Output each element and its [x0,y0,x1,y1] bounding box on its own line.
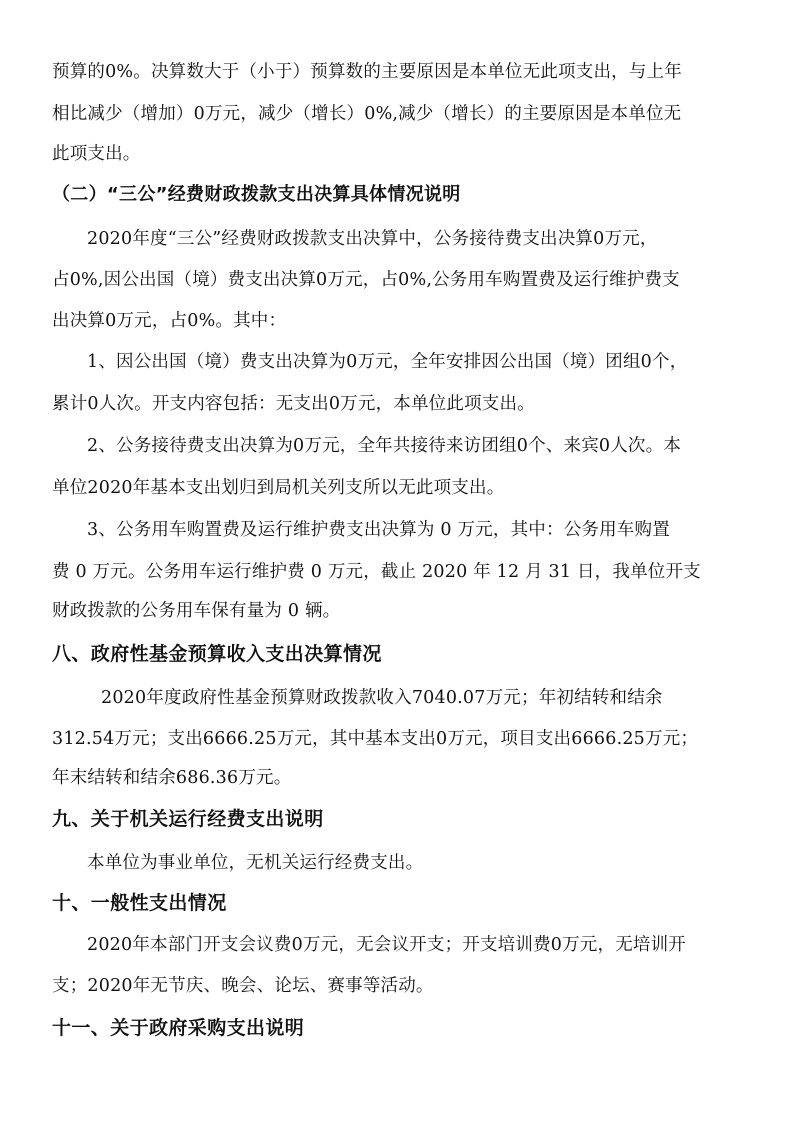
paragraph-line: 累计0人次。开支内容包括：无支出0万元，本单位此项支出。 [52,394,535,414]
paragraph-line: 本单位为事业单位，无机关运行经费支出。 [87,853,424,873]
paragraph-line: 年末结转和结余686.36万元。 [52,768,292,788]
list-item-line: 2、公务接待费支出决算为0万元，全年共接待来访团组0个、来宾0人次。本 [87,436,682,456]
paragraph-line: 2020年度“三公”经费财政拨款支出决算中，公务接待费支出决算0万元， [87,229,658,249]
section-heading-procurement: 十一、关于政府采购支出说明 [52,1017,305,1039]
paragraph-line: 312.54万元；支出6666.25万元，其中基本支出0万元，项目支出6666.25万元； [52,729,699,749]
paragraph-line: 财政拨款的公务用车保有量为 0 辆。 [52,601,341,621]
paragraph-line: 预算的0%。决算数大于（小于）预算数的主要原因是本单位无此项支出，与上年 [52,62,682,82]
paragraph-line: 出决算0万元，占0%。其中： [52,311,287,331]
paragraph-line: 单位2020年基本支出划归到局机关列支所以无此项支出。 [52,478,505,498]
paragraph-line: 相比减少（增加）0万元，减少（增长）0%,减少（增长）的主要原因是本单位无 [52,104,682,124]
section-heading-government-fund: 八、政府性基金预算收入支出决算情况 [52,643,382,665]
paragraph-line: 2020年本部门开支会议费0万元，无会议开支；开支培训费0万元，无培训开 [87,935,687,955]
paragraph-line: 支；2020年无节庆、晚会、论坛、赛事等活动。 [52,976,434,996]
paragraph-line: 2020年度政府性基金预算财政拨款收入7040.07万元；年初结转和结余 [101,688,663,708]
list-item-line: 3、公务用车购置费及运行维护费支出决算为 0 万元，其中：公务用车购置 [87,520,670,540]
paragraph-line: 费 0 万元。公务用车运行维护费 0 万元，截止 2020 年 12 月 31 日，我单位开支 [52,562,701,582]
section-heading-operating-expenses: 九、关于机关运行经费支出说明 [52,808,324,830]
paragraph-line: 此项支出。 [52,144,141,164]
section-heading-general-expenses: 十、一般性支出情况 [52,892,227,914]
paragraph-line: 占0%,因公出国（境）费支出决算0万元，占0%,公务用车购置费及运行维护费支 [52,270,680,290]
list-item-line: 1、因公出国（境）费支出决算为0万元，全年安排因公出国（境）团组0个， [87,352,688,372]
section-heading-three-public-expenses: （二）“三公”经费财政拨款支出决算具体情况说明 [52,184,461,205]
